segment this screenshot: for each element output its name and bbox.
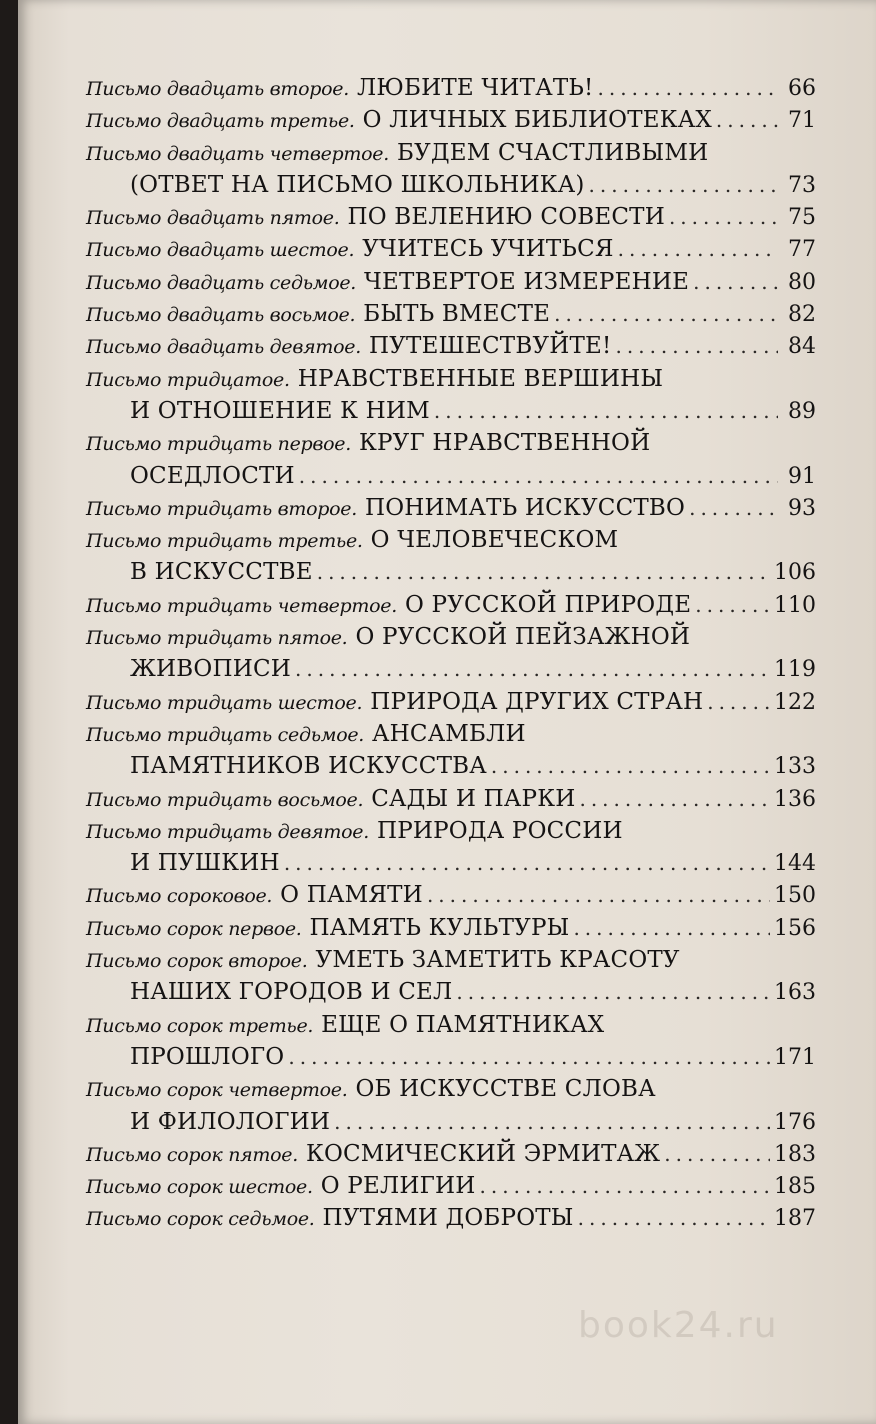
toc-entry: [86, 492, 816, 524]
toc-entry: [86, 1009, 816, 1041]
toc-entry-letter: Письмо сороковое.: [86, 885, 273, 908]
toc-entry-title-continued: (ОТВЕТ НА ПИСЬМО ШКОЛЬНИКА): [130, 171, 585, 198]
toc-entry-continuation: [86, 169, 816, 201]
toc-entry-page: 106: [774, 560, 816, 586]
toc-entry-title-continued: ПРОШЛОГО: [130, 1043, 285, 1070]
toc-entry-letter: Письмо тридцать девятое.: [86, 820, 369, 843]
toc-entry-page: 171: [774, 1044, 816, 1070]
toc-entry: [86, 718, 816, 750]
toc-entry: [86, 912, 816, 944]
toc-entry-page: 82: [788, 302, 816, 328]
toc-entry-title: ЕЩЕ О ПАМЯТНИКАХ: [321, 1011, 605, 1038]
toc-entry-title: УЧИТЕСЬ УЧИТЬСЯ: [362, 236, 614, 263]
toc-entry: [86, 1170, 816, 1202]
toc-entry-title: ОБ ИСКУССТВЕ СЛОВА: [355, 1076, 656, 1103]
toc-entry-letter: Письмо сорок третье.: [86, 1014, 314, 1037]
toc-entry: [86, 944, 816, 976]
dot-leader: [589, 169, 778, 201]
toc-entry-title: ПО ВЕЛЕНИЮ СОВЕСТИ: [347, 204, 665, 231]
toc-entry-title-continued: ЖИВОПИСИ: [130, 656, 292, 683]
dot-leader: [334, 1106, 770, 1138]
dot-leader: [491, 750, 770, 782]
toc-entry-letter: Письмо двадцать третье.: [86, 110, 355, 133]
toc-entry-letter: Письмо сорок второе.: [86, 950, 308, 973]
toc-entry: [86, 104, 816, 136]
dot-leader: [554, 298, 778, 330]
toc-entry-letter: Письмо тридцать пятое.: [86, 627, 348, 650]
toc-entry: [86, 137, 816, 169]
toc-entry: [86, 1202, 816, 1234]
dot-leader: [618, 233, 778, 265]
toc-entry: [86, 1138, 816, 1170]
toc-entry-page: 77: [788, 237, 816, 263]
toc-entry-title: САДЫ И ПАРКИ: [371, 785, 576, 812]
toc-entry-page: 133: [774, 754, 816, 780]
toc-entry-title: КОСМИЧЕСКИЙ ЭРМИТАЖ: [305, 1140, 661, 1167]
toc-entry: [86, 72, 816, 104]
dot-leader: [598, 72, 778, 104]
toc-entry-page: 80: [788, 269, 816, 295]
toc-entry-title: О ЛИЧНЫХ БИБЛИОТЕКАХ: [362, 107, 712, 134]
dot-leader: [427, 879, 770, 911]
toc-entry-continuation: [86, 1106, 816, 1138]
toc-entry-page: 91: [788, 463, 816, 489]
dot-leader: [616, 330, 779, 362]
toc-entry-page: 122: [774, 689, 816, 715]
toc-entry-letter: Письмо тридцать четвертое.: [86, 594, 397, 617]
toc-entry-title-continued: В ИСКУССТВЕ: [130, 559, 313, 586]
toc-entry: [86, 783, 816, 815]
toc-entry-page: 84: [788, 334, 816, 360]
toc-entry-letter: Письмо двадцать пятое.: [86, 207, 340, 230]
toc-entry-page: 73: [788, 172, 816, 198]
dot-leader: [689, 492, 778, 524]
toc-entry-title-continued: И ПУШКИН: [130, 850, 280, 877]
toc-entry-page: 93: [788, 495, 816, 521]
toc-entry: [86, 266, 816, 298]
dot-leader: [299, 460, 778, 492]
toc-entry-title: ПУТЯМИ ДОБРОТЫ: [322, 1205, 574, 1232]
toc-entry: [86, 589, 816, 621]
toc-entry: [86, 621, 816, 653]
dot-leader: [434, 395, 778, 427]
toc-entry-title: БЫТЬ ВМЕСТЕ: [363, 301, 551, 328]
table-of-contents: [86, 72, 816, 1235]
toc-entry-letter: Письмо двадцать седьмое.: [86, 271, 357, 294]
dot-leader: [317, 556, 770, 588]
toc-entry-page: 136: [774, 786, 816, 812]
toc-entry-title-continued: ОСЕДЛОСТИ: [130, 462, 295, 489]
toc-entry-title: ЛЮБИТЕ ЧИТАТЬ!: [356, 75, 594, 101]
toc-entry-letter: Письмо двадцать шестое.: [86, 239, 355, 262]
toc-entry-title: О РУССКОЙ ПЕЙЗАЖНОЙ: [355, 624, 691, 651]
toc-entry-page: 176: [774, 1109, 816, 1135]
toc-entry-letter: Письмо тридцать восьмое.: [86, 788, 364, 811]
toc-entry-continuation: [86, 395, 816, 427]
toc-entry: [86, 298, 816, 330]
toc-entry-page: 183: [774, 1141, 816, 1167]
toc-entry: [86, 1073, 816, 1105]
toc-entry-title-continued: И ФИЛОЛОГИИ: [130, 1108, 331, 1135]
toc-entry-page: 187: [774, 1206, 816, 1232]
toc-entry-letter: Письмо двадцать девятое.: [86, 336, 361, 359]
toc-entry-title: КРУГ НРАВСТВЕННОЙ: [359, 430, 651, 457]
toc-entry-title: О РУССКОЙ ПРИРОДЕ: [404, 591, 692, 618]
toc-entry-page: 110: [774, 592, 816, 618]
toc-entry-letter: Письмо тридцать седьмое.: [86, 723, 365, 746]
toc-entry-page: 75: [788, 205, 816, 231]
toc-entry-letter: Письмо двадцать четвертое.: [86, 142, 389, 165]
toc-entry-letter: Письмо двадцать восьмое.: [86, 304, 356, 327]
toc-entry-title: ПОНИМАТЬ ИСКУССТВО: [364, 494, 686, 521]
toc-entry: [86, 330, 816, 362]
toc-entry-title: ЧЕТВЕРТОЕ ИЗМЕРЕНИЕ: [364, 268, 690, 295]
toc-entry-title: ПРИРОДА РОССИИ: [376, 817, 623, 844]
toc-entry-continuation: [86, 653, 816, 685]
toc-entry-continuation: [86, 976, 816, 1008]
toc-entry-title-continued: ПАМЯТНИКОВ ИСКУССТВА: [130, 753, 487, 780]
toc-entry-letter: Письмо тридцатое.: [86, 368, 290, 391]
toc-entry-title: ПАМЯТЬ КУЛЬТУРЫ: [309, 914, 570, 941]
toc-entry-letter: Письмо сорок пятое.: [86, 1143, 298, 1166]
toc-entry-page: 66: [788, 76, 816, 101]
toc-entry: [86, 233, 816, 265]
dot-leader: [695, 589, 770, 621]
toc-entry-continuation: [86, 1041, 816, 1073]
toc-entry-continuation: [86, 556, 816, 588]
toc-entry-page: 156: [774, 915, 816, 941]
toc-entry-page: 119: [774, 657, 816, 683]
toc-entry-title: ПРИРОДА ДРУГИХ СТРАН: [370, 688, 704, 715]
toc-entry-letter: Письмо тридцать второе.: [86, 497, 357, 520]
toc-entry-continuation: [86, 460, 816, 492]
toc-entry-title-continued: НАШИХ ГОРОДОВ И СЕЛ: [130, 979, 453, 1006]
dot-leader: [288, 1041, 770, 1073]
dot-leader: [693, 266, 778, 298]
dot-leader: [578, 1202, 770, 1234]
toc-entry-continuation: [86, 847, 816, 879]
toc-entry-title: О ЧЕЛОВЕЧЕСКОМ: [370, 527, 619, 554]
toc-entry: [86, 879, 816, 911]
book-page: [18, 0, 876, 1424]
toc-entry-title: ПУТЕШЕСТВУЙТЕ!: [368, 333, 612, 360]
toc-entry: [86, 427, 816, 459]
toc-entry: [86, 686, 816, 718]
dot-leader: [284, 847, 770, 879]
dot-leader: [664, 1138, 770, 1170]
toc-entry-letter: Письмо сорок четвертое.: [86, 1079, 348, 1102]
dot-leader: [456, 976, 770, 1008]
dot-leader: [579, 783, 770, 815]
dot-leader: [707, 686, 770, 718]
toc-entry-title-continued: И ОТНОШЕНИЕ К НИМ: [130, 397, 430, 424]
toc-entry-page: 185: [774, 1174, 816, 1200]
toc-entry-letter: Письмо сорок седьмое.: [86, 1208, 315, 1231]
toc-entry-title: БУДЕМ СЧАСТЛИВЫМИ: [396, 139, 709, 166]
toc-entry-letter: Письмо двадцать второе.: [86, 78, 349, 100]
toc-entry-title: УМЕТЬ ЗАМЕТИТЬ КРАСОТУ: [315, 947, 680, 974]
toc-entry-page: 71: [788, 108, 816, 134]
toc-entry-title: АНСАМБЛИ: [372, 720, 526, 747]
toc-entry: [86, 363, 816, 395]
toc-entry-page: 89: [788, 398, 816, 424]
dot-leader: [573, 912, 770, 944]
toc-entry-page: 144: [774, 851, 816, 877]
toc-entry-letter: Письмо сорок первое.: [86, 917, 302, 940]
toc-entry-letter: Письмо сорок шестое.: [86, 1176, 313, 1199]
toc-entry-page: 163: [774, 980, 816, 1006]
toc-entry: [86, 524, 816, 556]
dot-leader: [295, 653, 770, 685]
toc-entry-title: НРАВСТВЕННЫЕ ВЕРШИНЫ: [297, 365, 664, 392]
toc-entry-letter: Письмо тридцать первое.: [86, 433, 351, 456]
toc-entry-title: О ПАМЯТИ: [280, 882, 423, 909]
toc-entry: [86, 815, 816, 847]
watermark: book24.ru: [578, 1305, 779, 1346]
toc-entry-title: О РЕЛИГИИ: [320, 1173, 476, 1200]
dot-leader: [669, 201, 778, 233]
toc-entry-page: 150: [774, 883, 816, 909]
toc-entry-continuation: [86, 750, 816, 782]
toc-entry-letter: Письмо тридцать шестое.: [86, 691, 363, 714]
toc-entry-letter: Письмо тридцать третье.: [86, 530, 363, 553]
dot-leader: [716, 104, 778, 136]
toc-entry: [86, 201, 816, 233]
dot-leader: [480, 1170, 770, 1202]
